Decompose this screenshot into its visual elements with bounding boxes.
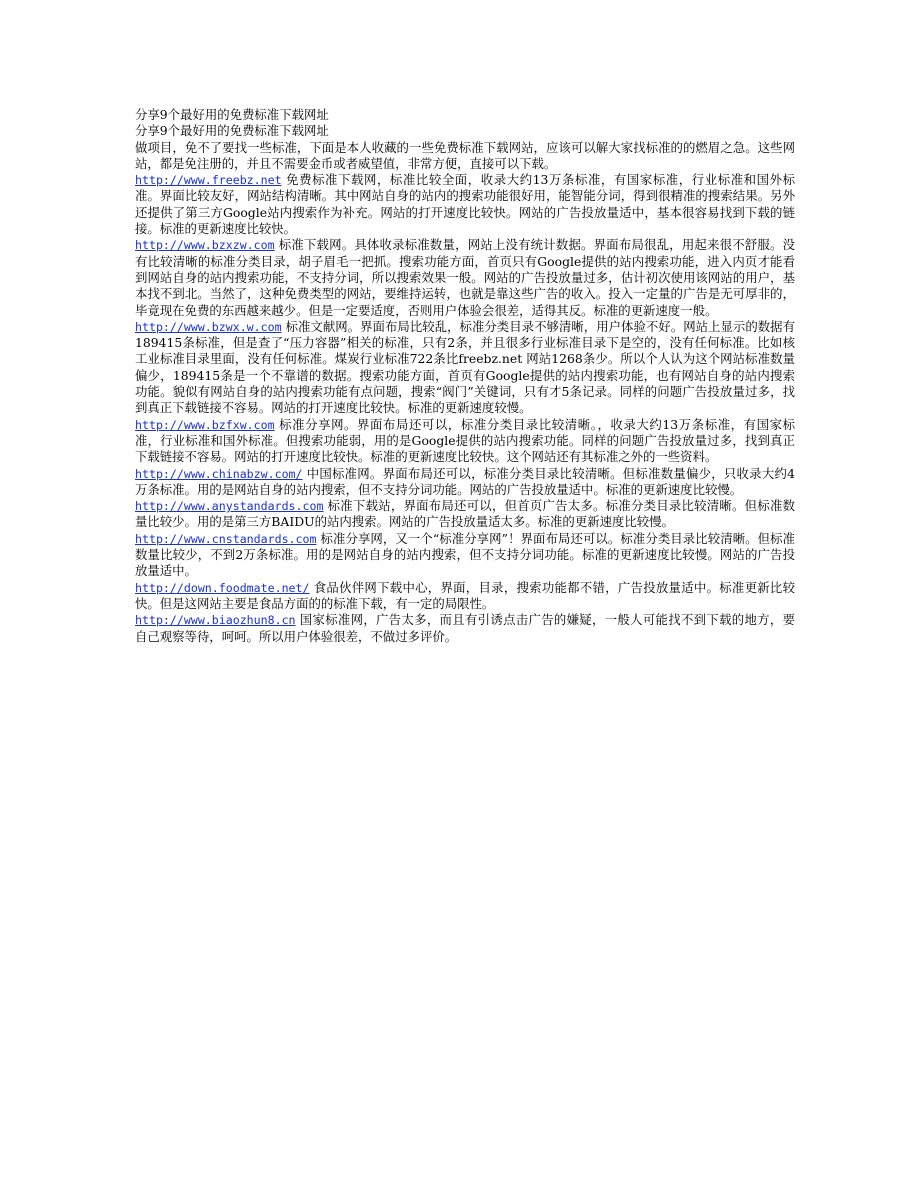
entry-bzxzw <box>135 237 795 318</box>
link-bzfxw[interactable]: http://www.bzfxw.com <box>135 417 275 432</box>
entry-chinabzw-text: 中国标准网。界面布局还可以，标准分类目录比较清晰。但标准数量偏少，只收录大约4万条标准。用的是网站自身的站内搜索，但不支持分词功能。网站的广告投放量适中。标准的更新速度比较慢。 <box>135 465 795 497</box>
link-chinabzw[interactable]: http://www.chinabzw.com/ <box>135 466 303 481</box>
entry-foodmate <box>135 580 795 613</box>
page-title: 分享9个最好用的免费标准下载网址 <box>135 107 329 122</box>
entry-chinabzw <box>135 466 795 499</box>
page-subtitle: 分享9个最好用的免费标准下载网址 <box>135 123 329 139</box>
intro-paragraph: 做项目，免不了要找一些标准，下面是本人收藏的一些免费标准下载网站，应该可以解大家找标准的的燃眉之急。这些网站，都是免注册的，并且不需要金币或者威望值，非常方便，直接可以下载。 <box>135 139 795 171</box>
entry-freebz-text: 免费标准下载网，标准比较全面，收录大约13万条标准，有国家标准，行业标准和国外标准。界面比较友好，网站结构清晰。其中网站自身的站内的搜索功能很好用，能智能分词，得到很精准的搜索结果。另外还提供了第三方Google站内搜索作为补充。网站的打开速度比较快。网站的广告投放量适中，基本很容易找到下载的链接。标准的更新速度比较快。 <box>135 172 795 237</box>
entry-bzxzw-text: 标准下载网。具体收录标准数量，网站上没有统计数据。界面布局很乱，用起来很不舒服。没有比较清晰的标准分类目录，胡子眉毛一把抓。搜索功能方面，首页只有Google提供的站内搜索功能，进入内页才能看到网站自身的站内搜索功能，不支持分词，所以搜索效果一般。网站的广告投放量过多，估计初次使用该网站的用户，基本找不到北。当然了，这种免费类型的网站，要维持运转，也就是靠这些广告的收入。投入一定量的广告是无可厚非的，毕竟现在免费的东西越来越少。但是一定要适度，否则用户体验会很差，适得其反。标准的更新速度一般。 <box>135 237 795 318</box>
document-body <box>135 107 795 645</box>
entry-bzfxw <box>135 417 795 466</box>
link-bzwxw[interactable]: http://www.bzwx.w.com <box>135 319 282 334</box>
link-foodmate[interactable]: http://down.foodmate.net/ <box>135 580 310 595</box>
entry-bzwxw <box>135 319 795 417</box>
entry-anystandards <box>135 498 795 531</box>
link-anystandards[interactable]: http://www.anystandards.com <box>135 499 324 514</box>
entry-bzfxw-text: 标准分享网。界面布局还可以，标准分类目录比较清晰。，收录大约13万条标准，有国家标准，行业标准和国外标准。但搜索功能弱，用的是Google提供的站内搜索功能。同样的问题广告投放量过多，找到真正下载链接不容易。网站的打开速度比较快。标准的更新速度比较快。这个网站还有其标准之外的一些资料。 <box>135 416 795 465</box>
entry-biaozhun8-text: 国家标准网，广告太多，而且有引诱点击广告的嫌疑，一般人可能找不到下载的地方，要自己观察等待，呵呵。所以用户体验很差，不做过多评价。 <box>135 612 795 644</box>
entry-freebz <box>135 172 795 237</box>
entry-foodmate-text: 食品伙伴网下载中心，界面，目录，搜索功能都不错，广告投放量适中。标准更新比较快。但是这网站主要是食品方面的的标准下载，有一定的局限性。 <box>135 579 795 611</box>
entry-anystandards-text: 标准下载站，界面布局还可以，但首页广告太多。标准分类目录比较清晰。但标准数量比较少。用的是第三方BAIDU的站内搜索。网站的广告投放量适太多。标准的更新速度比较慢。 <box>135 498 795 530</box>
link-biaozhun8[interactable]: http://www.biaozhun8.cn <box>135 613 296 628</box>
link-cnstandards[interactable]: http://www.cnstandards.com <box>135 531 317 546</box>
link-freebz[interactable]: http://www.freebz.net <box>135 173 282 188</box>
entry-biaozhun8 <box>135 612 795 645</box>
entry-cnstandards-text: 标准分享网，又一个“标准分享网”！界面布局还可以。标准分类目录比较清晰。但标准数量比较少，不到2万条标准。用的是网站自身的站内搜索，但不支持分词功能。标准的更新速度比较慢。网站的广告投放量适中。 <box>135 530 795 579</box>
link-bzxzw[interactable]: http://www.bzxzw.com <box>135 238 275 253</box>
entry-cnstandards <box>135 531 795 580</box>
entry-bzwxw-text: 标准文献网。界面布局比较乱，标准分类目录不够清晰，用户体验不好。网站上显示的数据有189415条标准，但是查了“压力容器”相关的标准，只有2条，并且很多行业标准目录下是空的，没有任何标准。比如核工业标准目录里面，没有任何标准。煤炭行业标准722条比freebz.net 网站1268条少。所以个人认为这个网站标准数量偏少，189415条是一个不靠谱的数据。搜索功能方面，首页有Google提供的站内搜索功能，也有网站自身的站内搜索功能。貌似有网站自身的站内搜索功能有点问题，搜索“阀门”关键词，只有才5条记录。同样的问题广告投放量过多，找到真正下载链接不容易。网站的打开速度比较快。标准的更新速度较慢。 <box>135 318 795 416</box>
